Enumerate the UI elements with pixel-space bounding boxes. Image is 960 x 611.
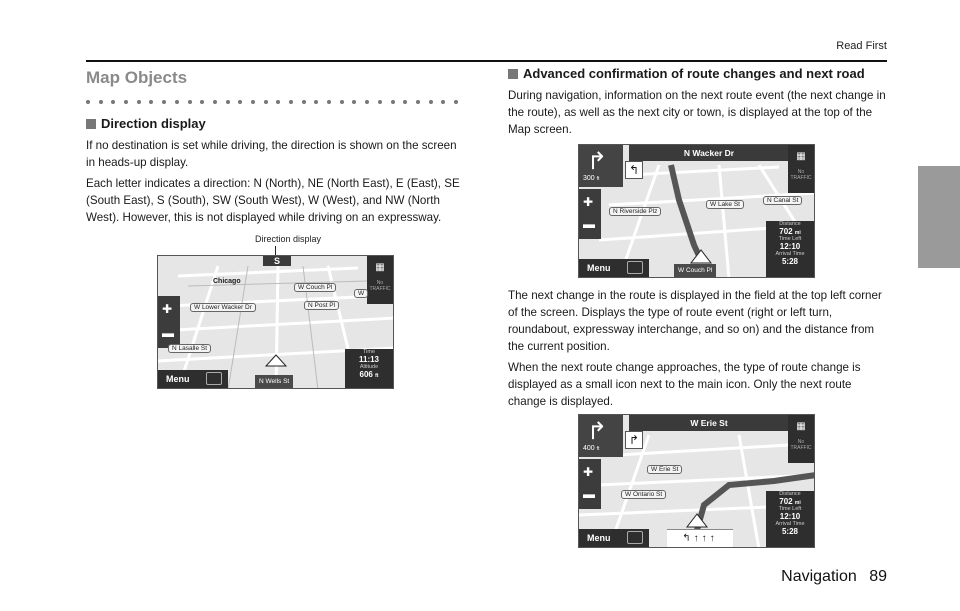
map-right-top xyxy=(367,256,393,304)
compass-indicator: S xyxy=(263,256,291,266)
menu-button[interactable]: Menu xyxy=(587,263,611,273)
time-left-value: 12:10 xyxy=(779,242,801,251)
grid-menu-icon[interactable]: ▦ xyxy=(796,151,806,162)
current-street: W Couch Pl xyxy=(674,264,716,277)
altitude-unit: ft xyxy=(375,373,379,379)
menu-button[interactable]: Menu xyxy=(587,533,611,543)
time-left-value: 12:10 xyxy=(779,512,801,521)
map-screen-small-icon xyxy=(578,414,815,548)
map-bottom-bar xyxy=(158,370,228,388)
paragraph: When the next route change approaches, the type of route change is displayed as a small icon next to the main icon. Only the next route change is displayed. xyxy=(508,361,861,408)
chapter-tab xyxy=(918,166,960,268)
page-number: 89 xyxy=(869,568,887,585)
subheading-direction xyxy=(86,116,464,131)
time-left-label: Time Left xyxy=(778,236,802,242)
lane-guidance: ↰↑↑↑ xyxy=(667,529,733,547)
distance-to-turn: 400 xyxy=(583,445,595,452)
street-tag: W xyxy=(354,289,368,298)
callout-label: Direction display xyxy=(255,234,322,244)
zoom-in-icon[interactable]: ✚ xyxy=(583,195,594,209)
arrival-label: Arrival Time xyxy=(775,521,805,527)
small-turn-right-icon: ↱ xyxy=(625,431,643,449)
map-view-icon[interactable] xyxy=(206,372,222,385)
street-tag: N Lasalle St xyxy=(168,344,211,353)
left-column xyxy=(86,66,464,226)
map-info-panel[interactable] xyxy=(766,221,814,278)
arrival-label: Arrival Time xyxy=(775,251,805,257)
paragraph: Each letter indicates a direction: N (North), NE (North East), E (East), SE (South East), S (South), SW (South West), W (West), and NW (North West). However, this is not displayed while driving on an expressway. xyxy=(86,177,460,224)
paragraph: During navigation, information on the next route event (the next change in the route), as well as the next city or town, is displayed at the top of the Map screen. xyxy=(508,89,886,136)
grid-menu-icon[interactable]: ▦ xyxy=(375,262,385,273)
distance-unit: ft xyxy=(596,446,600,452)
footer-section: Navigation xyxy=(781,568,857,585)
street-tag: N Canal St xyxy=(763,196,802,205)
street-tag: W Ontario St xyxy=(621,490,666,499)
map-right-top xyxy=(788,415,814,463)
street-tag: W Lake St xyxy=(706,200,744,209)
distance-label: Distance xyxy=(779,221,801,227)
next-street-bar: N Wacker Dr xyxy=(629,145,789,161)
zoom-out-icon[interactable]: ▬ xyxy=(583,217,595,231)
distance-to-turn: 300 xyxy=(583,175,595,182)
square-bullet-icon xyxy=(86,119,96,129)
map-info-panel[interactable] xyxy=(766,491,814,548)
subheading-route-changes xyxy=(508,66,888,81)
map-info-panel[interactable] xyxy=(345,349,393,389)
map-right-top xyxy=(788,145,814,193)
turn-right-icon: ↱ xyxy=(587,148,608,175)
dotted-divider xyxy=(86,100,458,104)
arrival-value: 5:28 xyxy=(781,527,798,536)
street-tag: W Lower Wacker Dr xyxy=(190,303,256,312)
altitude-label: Altitude xyxy=(359,364,379,370)
time-left-label: Time Left xyxy=(778,506,802,512)
map-bottom-bar xyxy=(579,529,649,547)
paragraph: If no destination is set while driving, the direction is shown on the screen in heads-up display. xyxy=(86,139,457,169)
street-tag: W Erie St xyxy=(647,465,682,474)
street-tag: W Couch Pl xyxy=(294,283,336,292)
map-view-icon[interactable] xyxy=(627,261,643,274)
distance-value: 702 xyxy=(779,497,793,506)
distance-value-unit: mi xyxy=(794,230,801,236)
zoom-out-icon[interactable]: ▬ xyxy=(583,487,595,501)
zoom-in-icon[interactable]: ✚ xyxy=(162,302,173,316)
distance-value: 702 xyxy=(779,227,793,236)
distance-label: Distance xyxy=(779,491,801,497)
distance-value-unit: mi xyxy=(794,500,801,506)
traffic-indicator[interactable]: No TRAFFIC xyxy=(790,439,812,451)
distance-unit: ft xyxy=(596,176,600,182)
map-bottom-bar xyxy=(579,259,649,277)
turn-right-icon: ↱ xyxy=(587,418,608,445)
subheading-text: Direction display xyxy=(101,116,206,131)
subheading-text: Advanced confirmation of route changes and next road xyxy=(523,66,865,81)
map-screen-direction xyxy=(157,255,394,389)
altitude-value: 606 xyxy=(359,370,373,379)
arrival-value: 5:28 xyxy=(781,257,798,266)
menu-button[interactable]: Menu xyxy=(166,374,190,384)
section-title: Map Objects xyxy=(86,68,188,87)
time-label: Time xyxy=(362,349,376,355)
map-screen-route-change xyxy=(578,144,815,278)
next-street-bar: W Erie St xyxy=(629,415,789,431)
city-label: Chicago xyxy=(213,278,241,285)
right-column xyxy=(508,66,888,138)
zoom-out-icon[interactable]: ▬ xyxy=(162,326,174,340)
street-tag: N Post Pl xyxy=(304,301,339,310)
page-footer xyxy=(781,568,887,586)
small-turn-left-icon: ↰ xyxy=(625,161,643,179)
turn-field xyxy=(579,415,623,457)
square-bullet-icon xyxy=(508,69,518,79)
running-header: Read First xyxy=(836,40,887,52)
paragraph: The next change in the route is displayed in the field at the top left corner of the screen. Displays the type of route event (right or left turn, roundabout, expressway interchange, and so on) and the distance from the current position. xyxy=(508,289,882,353)
traffic-indicator[interactable]: No TRAFFIC xyxy=(369,280,391,292)
grid-menu-icon[interactable]: ▦ xyxy=(796,421,806,432)
zoom-in-icon[interactable]: ✚ xyxy=(583,465,594,479)
time-value: 11:13 xyxy=(358,355,380,364)
map-view-icon[interactable] xyxy=(627,531,643,544)
right-column-continued xyxy=(508,287,888,410)
traffic-indicator[interactable]: No TRAFFIC xyxy=(790,169,812,181)
street-tag: N Riverside Plz xyxy=(609,207,661,216)
turn-field xyxy=(579,145,623,187)
current-street: N Wells St xyxy=(255,375,293,388)
header-rule xyxy=(86,60,887,62)
